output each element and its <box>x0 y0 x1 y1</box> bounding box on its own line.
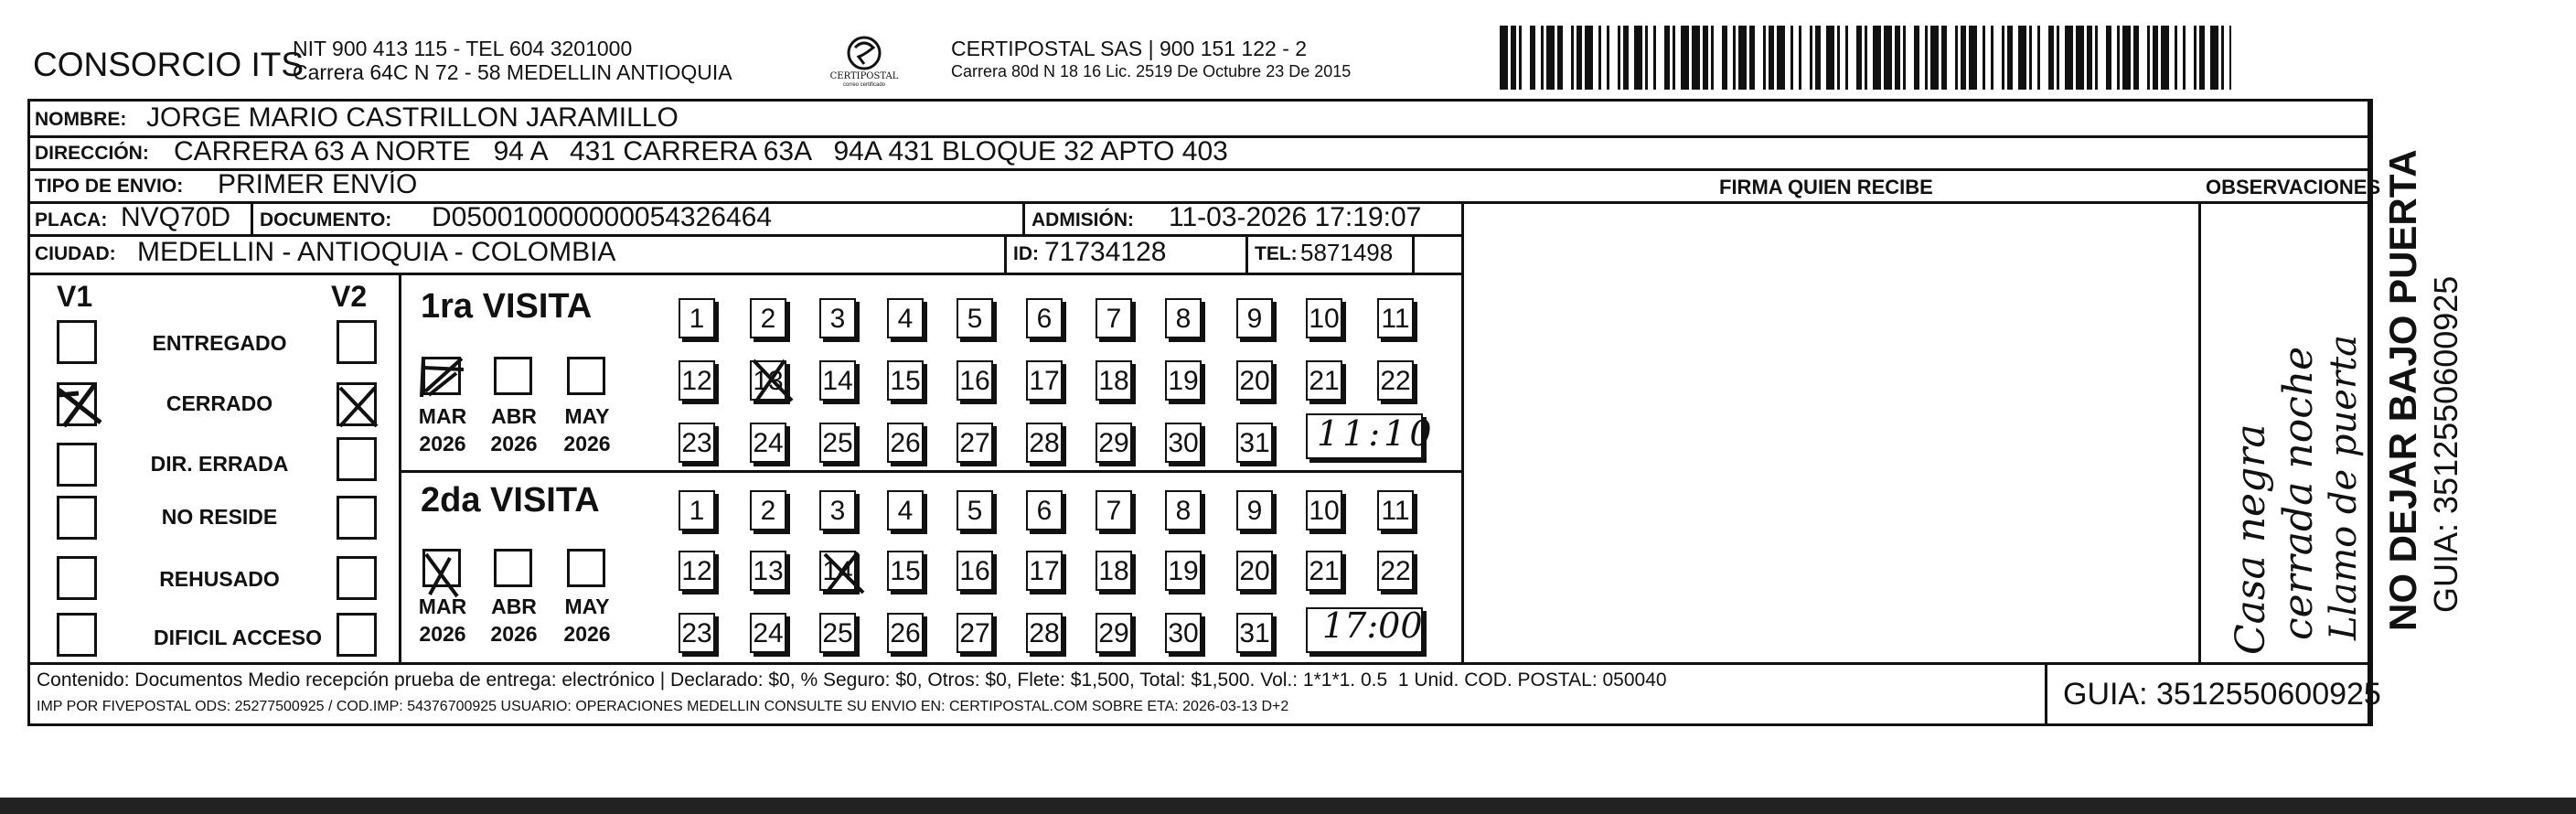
first-visit-day-16[interactable]: 16 <box>957 360 993 401</box>
v1-dir-errada-checkbox[interactable] <box>57 443 97 487</box>
second-visit-day-17[interactable]: 17 <box>1026 551 1063 591</box>
no-dejar-bajo-puerta-warning: NO DEJAR BAJO PUERTA <box>2381 149 2424 631</box>
second-month-abr-checkbox[interactable] <box>494 549 532 587</box>
first-visit-day-25[interactable]: 25 <box>819 423 856 463</box>
second-visit-day-28[interactable]: 28 <box>1026 613 1063 653</box>
v1-cerrado-checkbox[interactable] <box>57 382 97 426</box>
second-visit-time: 17:00 <box>1322 605 1423 646</box>
first-visit-day-15[interactable]: 15 <box>887 360 924 401</box>
id-value: 71734128 <box>1044 237 1167 267</box>
second-visit-day-11[interactable]: 11 <box>1377 490 1414 530</box>
second-visit-day-23[interactable]: 23 <box>679 613 715 653</box>
first-visit-day-23[interactable]: 23 <box>679 423 715 463</box>
tel-value: 5871498 <box>1300 239 1394 266</box>
second-visit-day-13[interactable]: 13 <box>750 551 786 591</box>
first-visit-day-21[interactable]: 21 <box>1306 360 1342 401</box>
second-visit-day-3[interactable]: 3 <box>819 490 856 530</box>
v1-entregado-checkbox[interactable] <box>57 320 97 364</box>
first-visit-day-3[interactable]: 3 <box>819 298 856 338</box>
first-visit-day-13[interactable]: 13 <box>750 360 786 401</box>
v2-cerrado-checkbox[interactable] <box>337 382 377 426</box>
first-visit-day-14[interactable]: 14 <box>819 360 856 401</box>
v1-rehusado-checkbox[interactable] <box>57 556 97 600</box>
ciudad-value: MEDELLIN - ANTIOQUIA - COLOMBIA <box>137 237 616 267</box>
first-visit-day-27[interactable]: 27 <box>957 423 993 463</box>
second-visit-title: 2da VISITA <box>421 481 600 519</box>
second-visit-day-15[interactable]: 15 <box>887 551 924 591</box>
first-visit-day-10[interactable]: 10 <box>1306 298 1342 338</box>
first-visit-day-29[interactable]: 29 <box>1096 423 1132 463</box>
v1-dificil-acceso-checkbox[interactable] <box>57 613 97 657</box>
second-visit-day-21[interactable]: 21 <box>1306 551 1342 591</box>
firma-area[interactable] <box>1467 205 2195 659</box>
admision-label: ADMISIÓN: <box>1031 209 1134 230</box>
observaciones-label: OBSERVACIONES <box>2206 176 2381 198</box>
v2-label: V2 <box>331 280 368 313</box>
first-visit-day-20[interactable]: 20 <box>1236 360 1273 401</box>
second-visit-day-10[interactable]: 10 <box>1306 490 1342 530</box>
first-month-may-checkbox[interactable] <box>567 357 605 395</box>
second-visit-day-14[interactable]: 14 <box>819 551 856 591</box>
direccion-label: DIRECCIÓN: <box>35 143 149 164</box>
first-month-abr-label: ABR <box>491 404 537 428</box>
page-bottom-edge <box>0 798 2576 814</box>
second-visit-day-8[interactable]: 8 <box>1165 490 1202 530</box>
second-visit-day-7[interactable]: 7 <box>1096 490 1132 530</box>
first-visit-time: 11:10 <box>1317 413 1436 454</box>
second-visit-day-16[interactable]: 16 <box>957 551 993 591</box>
tipo-envio-value: PRIMER ENVÍO <box>218 169 418 199</box>
first-visit-day-26[interactable]: 26 <box>887 423 924 463</box>
first-visit-day-5[interactable]: 5 <box>957 298 993 338</box>
second-visit-day-26[interactable]: 26 <box>887 613 924 653</box>
second-month-abr-label: ABR <box>491 594 537 618</box>
documento-label: DOCUMENTO: <box>260 209 392 230</box>
first-visit-day-12[interactable]: 12 <box>679 360 715 401</box>
first-visit-day-8[interactable]: 8 <box>1165 298 1202 338</box>
second-year-mar-label: 2026 <box>419 622 466 646</box>
obs-handwritten-line-1: Casa negra <box>2228 423 2274 655</box>
v2-dir-errada-checkbox[interactable] <box>337 437 377 481</box>
second-visit-day-31[interactable]: 31 <box>1236 613 1273 653</box>
second-visit-day-4[interactable]: 4 <box>887 490 924 530</box>
first-visit-day-1[interactable]: 1 <box>679 298 715 338</box>
first-month-mar-label: MAR <box>418 404 467 428</box>
first-visit-day-2[interactable]: 2 <box>750 298 786 338</box>
second-visit-day-29[interactable]: 29 <box>1096 613 1132 653</box>
placa-label: PLACA: <box>35 209 108 230</box>
second-month-may-checkbox[interactable] <box>567 549 605 587</box>
first-year-may-label: 2026 <box>563 432 611 455</box>
second-visit-day-25[interactable]: 25 <box>819 613 856 653</box>
admision-value: 11-03-2026 17:19:07 <box>1169 202 1422 232</box>
first-year-abr-label: 2026 <box>490 432 538 455</box>
logo-caption: CERTIPOSTAL <box>829 71 899 81</box>
side-guia-number: GUIA: 3512550600925 <box>2427 275 2464 613</box>
v1-label: V1 <box>57 280 93 313</box>
second-visit-day-9[interactable]: 9 <box>1236 490 1273 530</box>
first-visit-day-30[interactable]: 30 <box>1165 423 1202 463</box>
documento-value: D050010000000054326464 <box>432 202 773 232</box>
first-visit-day-22[interactable]: 22 <box>1377 360 1414 401</box>
status-label-no-reside: NO RESIDE <box>161 505 278 529</box>
second-visit-day-18[interactable]: 18 <box>1096 551 1132 591</box>
tipo-envio-label: TIPO DE ENVIO: <box>35 176 184 197</box>
second-visit-day-27[interactable]: 27 <box>957 613 993 653</box>
first-visit-title: 1ra VISITA <box>421 287 593 326</box>
firma-label: FIRMA QUIEN RECIBE <box>1719 176 1933 198</box>
first-year-mar-label: 2026 <box>419 432 466 455</box>
second-month-mar-checkbox[interactable] <box>422 549 461 587</box>
ciudad-label: CIUDAD: <box>35 243 116 264</box>
address-line: Carrera 64C N 72 - 58 MEDELLIN ANTIOQUIA <box>293 60 732 84</box>
placa-value: NVQ70D <box>121 202 231 232</box>
first-visit-day-24[interactable]: 24 <box>750 423 786 463</box>
v1-no-reside-checkbox[interactable] <box>57 496 97 540</box>
second-visit-day-22[interactable]: 22 <box>1377 551 1414 591</box>
second-visit-day-19[interactable]: 19 <box>1165 551 1202 591</box>
nombre-label: NOMBRE: <box>35 109 127 130</box>
first-visit-day-6[interactable]: 6 <box>1026 298 1063 338</box>
status-label-entregado: ENTREGADO <box>152 331 287 355</box>
first-visit-day-28[interactable]: 28 <box>1026 423 1063 463</box>
second-year-may-label: 2026 <box>563 622 611 646</box>
second-month-mar-label: MAR <box>418 594 467 618</box>
company-name: CONSORCIO ITS <box>33 46 305 83</box>
v2-entregado-checkbox[interactable] <box>337 320 377 364</box>
second-visit-day-5[interactable]: 5 <box>957 490 993 530</box>
status-label-rehusado: REHUSADO <box>159 567 280 591</box>
second-visit-day-24[interactable]: 24 <box>750 613 786 653</box>
status-label-cerrado: CERRADO <box>166 391 273 415</box>
first-visit-day-11[interactable]: 11 <box>1377 298 1414 338</box>
first-visit-day-18[interactable]: 18 <box>1096 360 1132 401</box>
v2-rehusado-checkbox[interactable] <box>337 556 377 600</box>
nombre-value: JORGE MARIO CASTRILLON JARAMILLO <box>146 102 679 133</box>
obs-handwritten-line-2: cerrada noche <box>2275 346 2322 640</box>
tel-label: TEL: <box>1255 243 1298 264</box>
id-label: ID: <box>1013 243 1039 264</box>
first-visit-day-4[interactable]: 4 <box>887 298 924 338</box>
logo-subcaption: correo certificado <box>842 82 886 88</box>
first-visit-day-7[interactable]: 7 <box>1096 298 1132 338</box>
second-visit-day-2[interactable]: 2 <box>750 490 786 530</box>
v2-dificil-acceso-checkbox[interactable] <box>337 613 377 657</box>
footer-guia: GUIA: 3512550600925 <box>2063 677 2381 712</box>
second-month-may-label: MAY <box>564 594 610 618</box>
nit-line: NIT 900 413 115 - TEL 604 3201000 <box>293 37 633 60</box>
second-year-abr-label: 2026 <box>490 622 538 646</box>
footer-imp-line: IMP POR FIVEPOSTAL ODS: 25277500925 / COD.IMP: 54376700925 USUARIO: OPERACIONES MEDELLIN CONSULTE SU ENVIO EN: CERTIPOSTAL.COM SOBRE ETA: 2026-03-13 D+2 <box>37 699 1289 714</box>
courier-license: Carrera 80d N 18 16 Lic. 2519 De Octubre 23 De 2015 <box>951 62 1352 80</box>
courier-name: CERTIPOSTAL SAS | 900 151 122 - 2 <box>951 37 1308 60</box>
second-visit-day-20[interactable]: 20 <box>1236 551 1273 591</box>
first-month-may-label: MAY <box>564 404 610 428</box>
second-visit-day-30[interactable]: 30 <box>1165 613 1202 653</box>
obs-handwritten-line-3: Llamo de puerta <box>2323 334 2365 640</box>
first-month-abr-checkbox[interactable] <box>494 357 532 395</box>
barcode <box>1500 26 2231 90</box>
second-visit-day-6[interactable]: 6 <box>1026 490 1063 530</box>
footer-contenido: Contenido: Documentos Medio recepción prueba de entrega: electrónico | Declarado: $0, % Seguro: $0, Otros: $0, Flete: $1,500, Total: $1,500. Vol.: 1*1*1. 0.5 1 Unid. COD. POSTAL: 050040 <box>37 669 1667 691</box>
first-month-mar-checkbox[interactable] <box>422 357 461 395</box>
first-visit-day-9[interactable]: 9 <box>1236 298 1273 338</box>
v2-no-reside-checkbox[interactable] <box>337 496 377 540</box>
first-visit-day-19[interactable]: 19 <box>1165 360 1202 401</box>
direccion-value: CARRERA 63 A NORTE 94 A 431 CARRERA 63A 94A 431 BLOQUE 32 APTO 403 <box>174 136 1228 166</box>
status-label-dir-errada: DIR. ERRADA <box>150 452 289 476</box>
status-label-dificil-acceso: DIFICIL ACCESO <box>153 626 322 649</box>
first-visit-day-31[interactable]: 31 <box>1236 423 1273 463</box>
first-visit-day-17[interactable]: 17 <box>1026 360 1063 401</box>
second-visit-day-1[interactable]: 1 <box>679 490 715 530</box>
second-visit-day-12[interactable]: 12 <box>679 551 715 591</box>
